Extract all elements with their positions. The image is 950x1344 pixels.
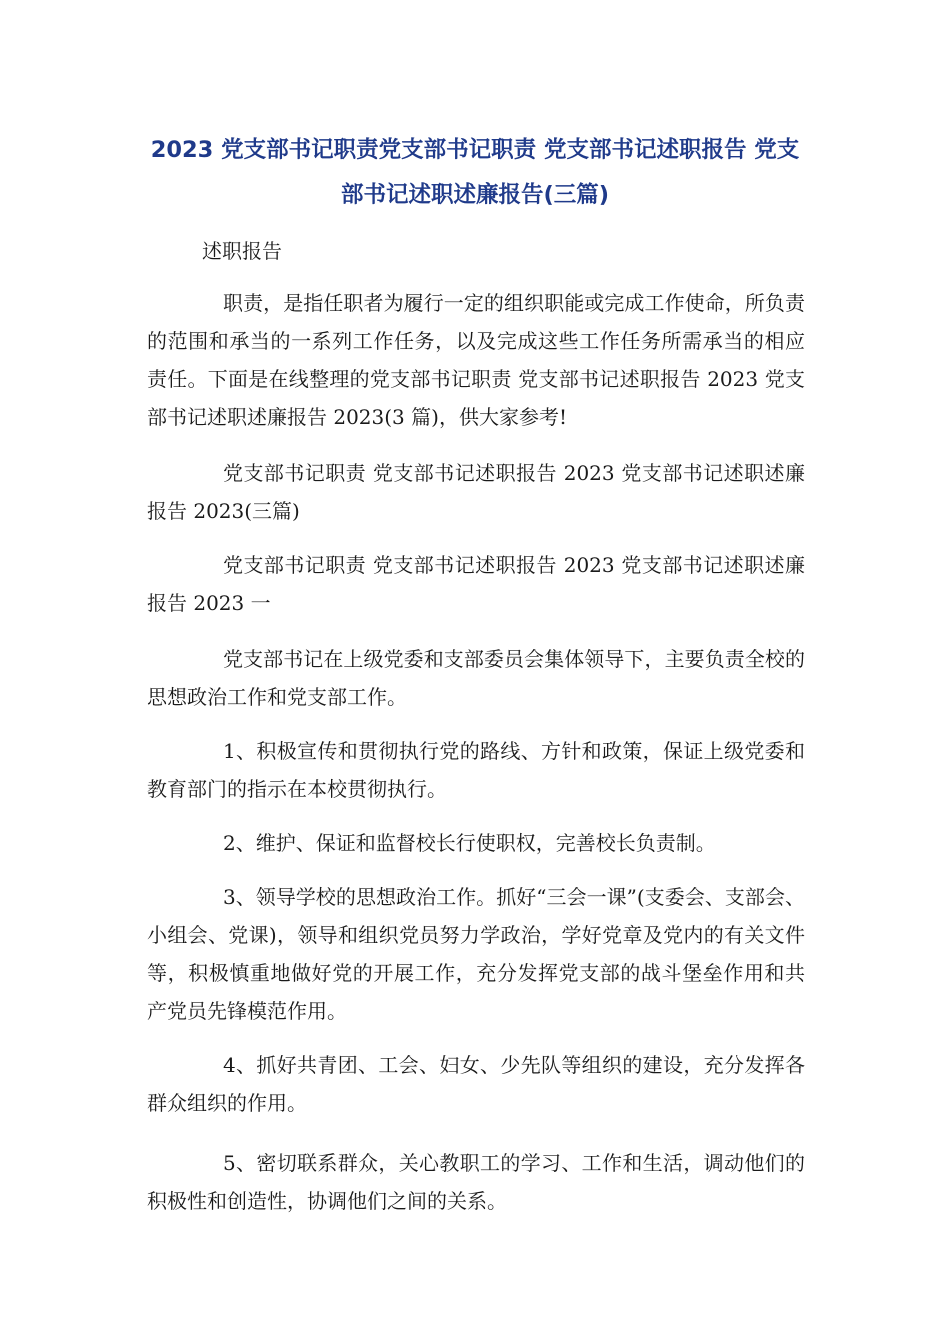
intro-paragraph: 职责，是指任职者为履行一定的组织职能或完成工作使命，所负责的范围和承当的一系列工作任务，以及完成这些工作任务所需承当的相应责任。下面是在线整理的党支部书记职责 党支部书记述职报告 2023 党支部书记述职述廉报告 2023(3 篇)，供大家参考! bbox=[147, 291, 805, 429]
subtitle-paragraph: 党支部书记职责 党支部书记述职报告 2023 党支部书记述职述廉报告 2023(三篇) bbox=[147, 461, 805, 523]
part-one-heading: 党支部书记职责 党支部书记述职报告 2023 党支部书记述职述廉报告 2023 一 bbox=[147, 553, 805, 615]
body-paragraph: 党支部书记在上级党委和支部委员会集体领导下，主要负责全校的思想政治工作和党支部工作。 bbox=[147, 647, 805, 709]
list-item: 5、密切联系群众，关心教职工的学习、工作和生活，调动他们的积极性和创造性，协调他们之间的关系。 bbox=[147, 1151, 805, 1213]
document-title: 2023 党支部书记职责党支部书记职责 党支部书记述职报告 党支部书记述职述廉报告(三篇) bbox=[150, 137, 800, 208]
list-item: 2、维护、保证和监督校长行使职权，完善校长负责制。 bbox=[223, 831, 716, 855]
section-heading: 述职报告 bbox=[202, 239, 282, 263]
list-item: 4、抓好共青团、工会、妇女、少先队等组织的建设，充分发挥各群众组织的作用。 bbox=[147, 1053, 805, 1115]
list-item: 1、积极宣传和贯彻执行党的路线、方针和政策，保证上级党委和教育部门的指示在本校贯彻执行。 bbox=[147, 739, 805, 801]
list-item: 3、领导学校的思想政治工作。抓好“三会一课”(支委会、支部会、小组会、党课)，领导和组织党员努力学政治，学好党章及党内的有关文件等，积极慎重地做好党的开展工作，充分发挥党支部的战斗堡垒作用和共产党员先锋模范作用。 bbox=[147, 885, 805, 1023]
